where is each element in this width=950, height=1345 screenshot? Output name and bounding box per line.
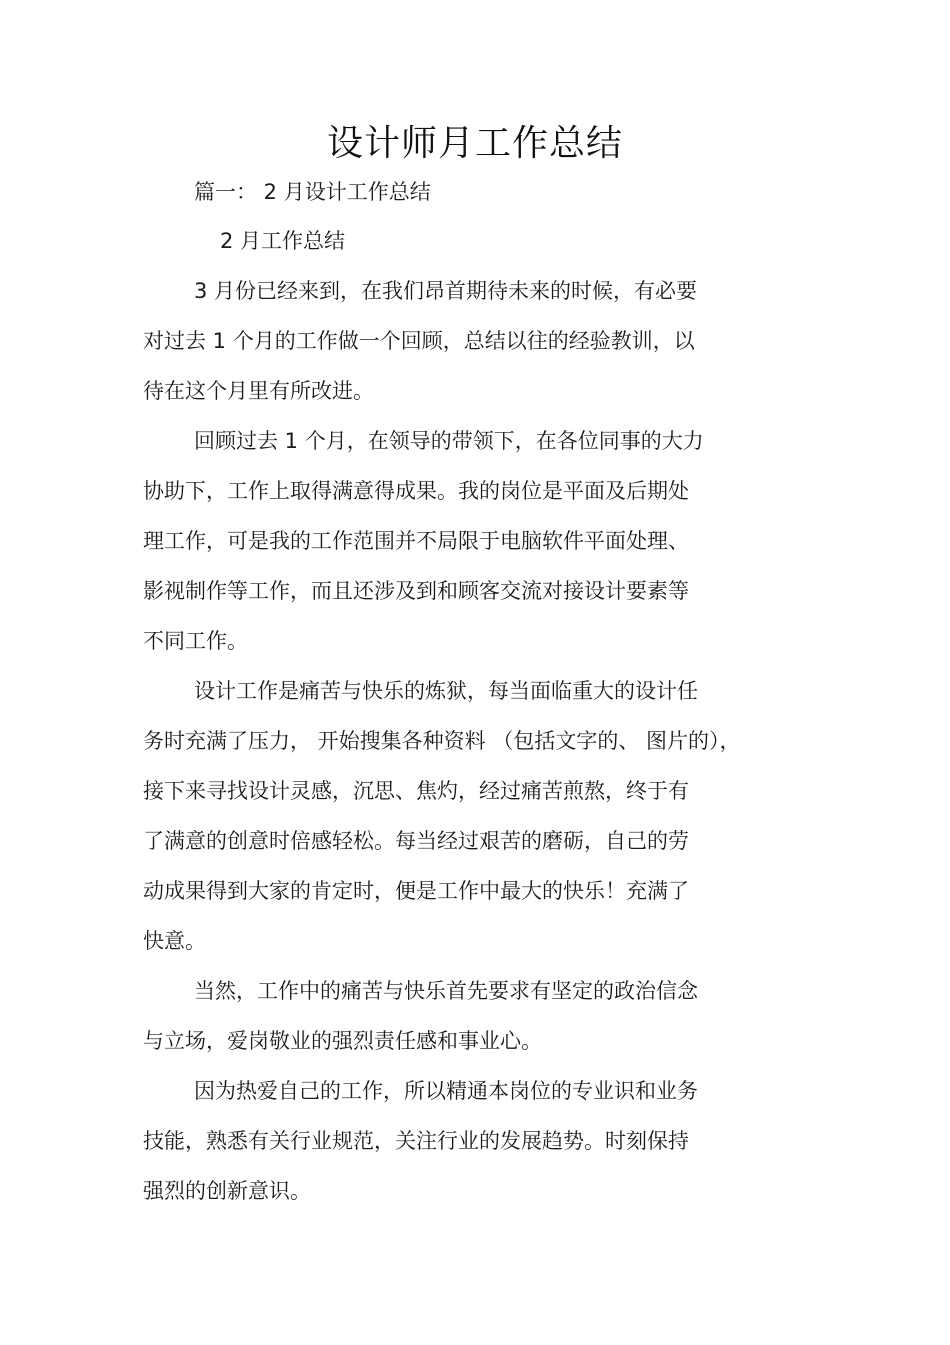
paragraph-line: 务时充满了压力， 开始搜集各种资料 （包括文字的、 图片的）， xyxy=(143,729,741,753)
paragraph-line: 待在这个月里有所改进。 xyxy=(143,379,374,403)
paragraph-line: 不同工作。 xyxy=(143,629,248,653)
paragraph-line: 快意。 xyxy=(143,929,206,953)
paragraph-line: 回顾过去 1 个月，在领导的带领下，在各位同事的大力 xyxy=(194,429,704,453)
paragraph-line: 对过去 1 个月的工作做一个回顾，总结以往的经验教训，以 xyxy=(143,329,695,353)
paragraph-line: 3 月份已经来到，在我们昂首期待未来的时候，有必要 xyxy=(194,279,698,303)
section-heading: 篇一： 2 月设计工作总结 xyxy=(194,180,431,204)
paragraph-line: 技能，熟悉有关行业规范，关注行业的发展趋势。时刻保持 xyxy=(143,1129,689,1153)
paragraph-line: 因为热爱自己的工作，所以精通本岗位的专业识和业务 xyxy=(194,1079,698,1103)
document-title: 设计师月工作总结 xyxy=(326,123,623,164)
paragraph-line: 协助下，工作上取得满意得成果。我的岗位是平面及后期处 xyxy=(143,479,689,503)
paragraph-line: 动成果得到大家的肯定时，便是工作中最大的快乐！充满了 xyxy=(143,879,689,903)
paragraph-line: 理工作，可是我的工作范围并不局限于电脑软件平面处理、 xyxy=(143,529,689,553)
paragraph-line: 强烈的创新意识。 xyxy=(143,1179,311,1203)
paragraph-line: 当然，工作中的痛苦与快乐首先要求有坚定的政治信念 xyxy=(194,979,698,1003)
subsection-heading: 2 月工作总结 xyxy=(220,229,346,253)
paragraph-line: 设计工作是痛苦与快乐的炼狱，每当面临重大的设计任 xyxy=(194,679,698,703)
paragraph-line: 与立场，爱岗敬业的强烈责任感和事业心。 xyxy=(143,1029,542,1053)
paragraph-line: 接下来寻找设计灵感，沉思、焦灼，经过痛苦煎熬，终于有 xyxy=(143,779,689,803)
paragraph-line: 影视制作等工作，而且还涉及到和顾客交流对接设计要素等 xyxy=(143,579,689,603)
paragraph-line: 了满意的创意时倍感轻松。每当经过艰苦的磨砺，自己的劳 xyxy=(143,829,689,853)
